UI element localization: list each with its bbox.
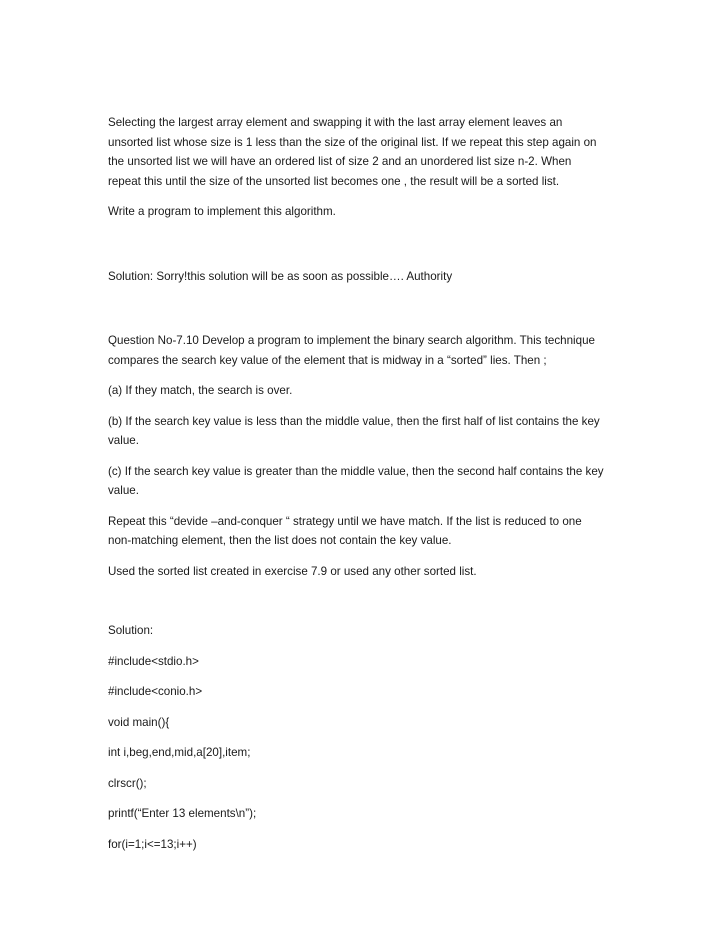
code-line-paragraph [108,835,628,855]
solution-note-paragraph [108,267,628,287]
task-text: Write a program to implement this algorithm. [108,205,336,218]
code-line-paragraph [108,713,628,733]
used-paragraph [108,562,628,582]
item-b-line: (b) If the search key value is less than the middle value, then the first half of list contains the key [108,414,600,428]
code-line-paragraph [108,774,628,794]
item-a-paragraph [108,381,628,401]
code-line-paragraph [108,652,628,672]
intro-line: the unsorted list we will have an ordered list of size 2 and an unordered list size n-2. When [108,155,572,168]
repeat-line: non-matching element, then the list does not contain the key value. [108,534,452,547]
question-paragraph [108,331,628,370]
code-line: void main(){ [108,715,170,729]
item-c-line: (c) If the search key value is greater than the middle value, then the second half contains the key [108,464,604,478]
repeat-line: Repeat this “devide –and-conquer “ strategy until we have match. If the list is reduced to one [108,514,582,528]
question-line: compares the search key value of the element that is midway in a “sorted” lies. Then ; [108,353,547,367]
spacer [108,297,628,331]
document-body [108,113,628,865]
code-line: for(i=1;i<=13;i++) [108,837,197,851]
code-line: int i,beg,end,mid,a[20],item; [108,746,251,759]
question-line: Question No-7.10 Develop a program to implement the binary search algorithm. This technique [108,334,595,347]
intro-line: Selecting the largest array element and swapping it with the last array element leaves an [108,116,563,129]
spacer [108,592,628,621]
spacer [108,233,628,267]
intro-line: repeat this until the size of the unsorted list becomes one , the result will be a sorted list. [108,174,560,188]
code-line: printf(“Enter 13 elements\n”); [108,807,257,820]
solution-note-text: Solution: Sorry!this solution will be as soon as possible…. Authority [108,269,453,283]
used-text: Used the sorted list created in exercise 7.9 or used any other sorted list. [108,564,477,578]
repeat-paragraph [108,512,628,551]
code-line: clrscr(); [108,776,147,790]
code-line: #include<conio.h> [108,685,203,698]
item-b-paragraph [108,412,628,451]
intro-paragraph [108,113,628,191]
task-paragraph [108,202,628,222]
code-line-paragraph [108,682,628,702]
item-c-paragraph [108,462,628,501]
code-line-paragraph [108,743,628,763]
solution-label: Solution: [108,624,154,637]
intro-line: unsorted list whose size is 1 less than the size of the original list. If we repeat this step again on [108,135,597,149]
code-line-paragraph [108,804,628,824]
item-c-line: value. [108,484,139,497]
code-line: #include<stdio.h> [108,654,199,668]
solution-label-paragraph [108,621,628,641]
item-b-line: value. [108,434,139,447]
item-a-text: (a) If they match, the search is over. [108,384,293,397]
